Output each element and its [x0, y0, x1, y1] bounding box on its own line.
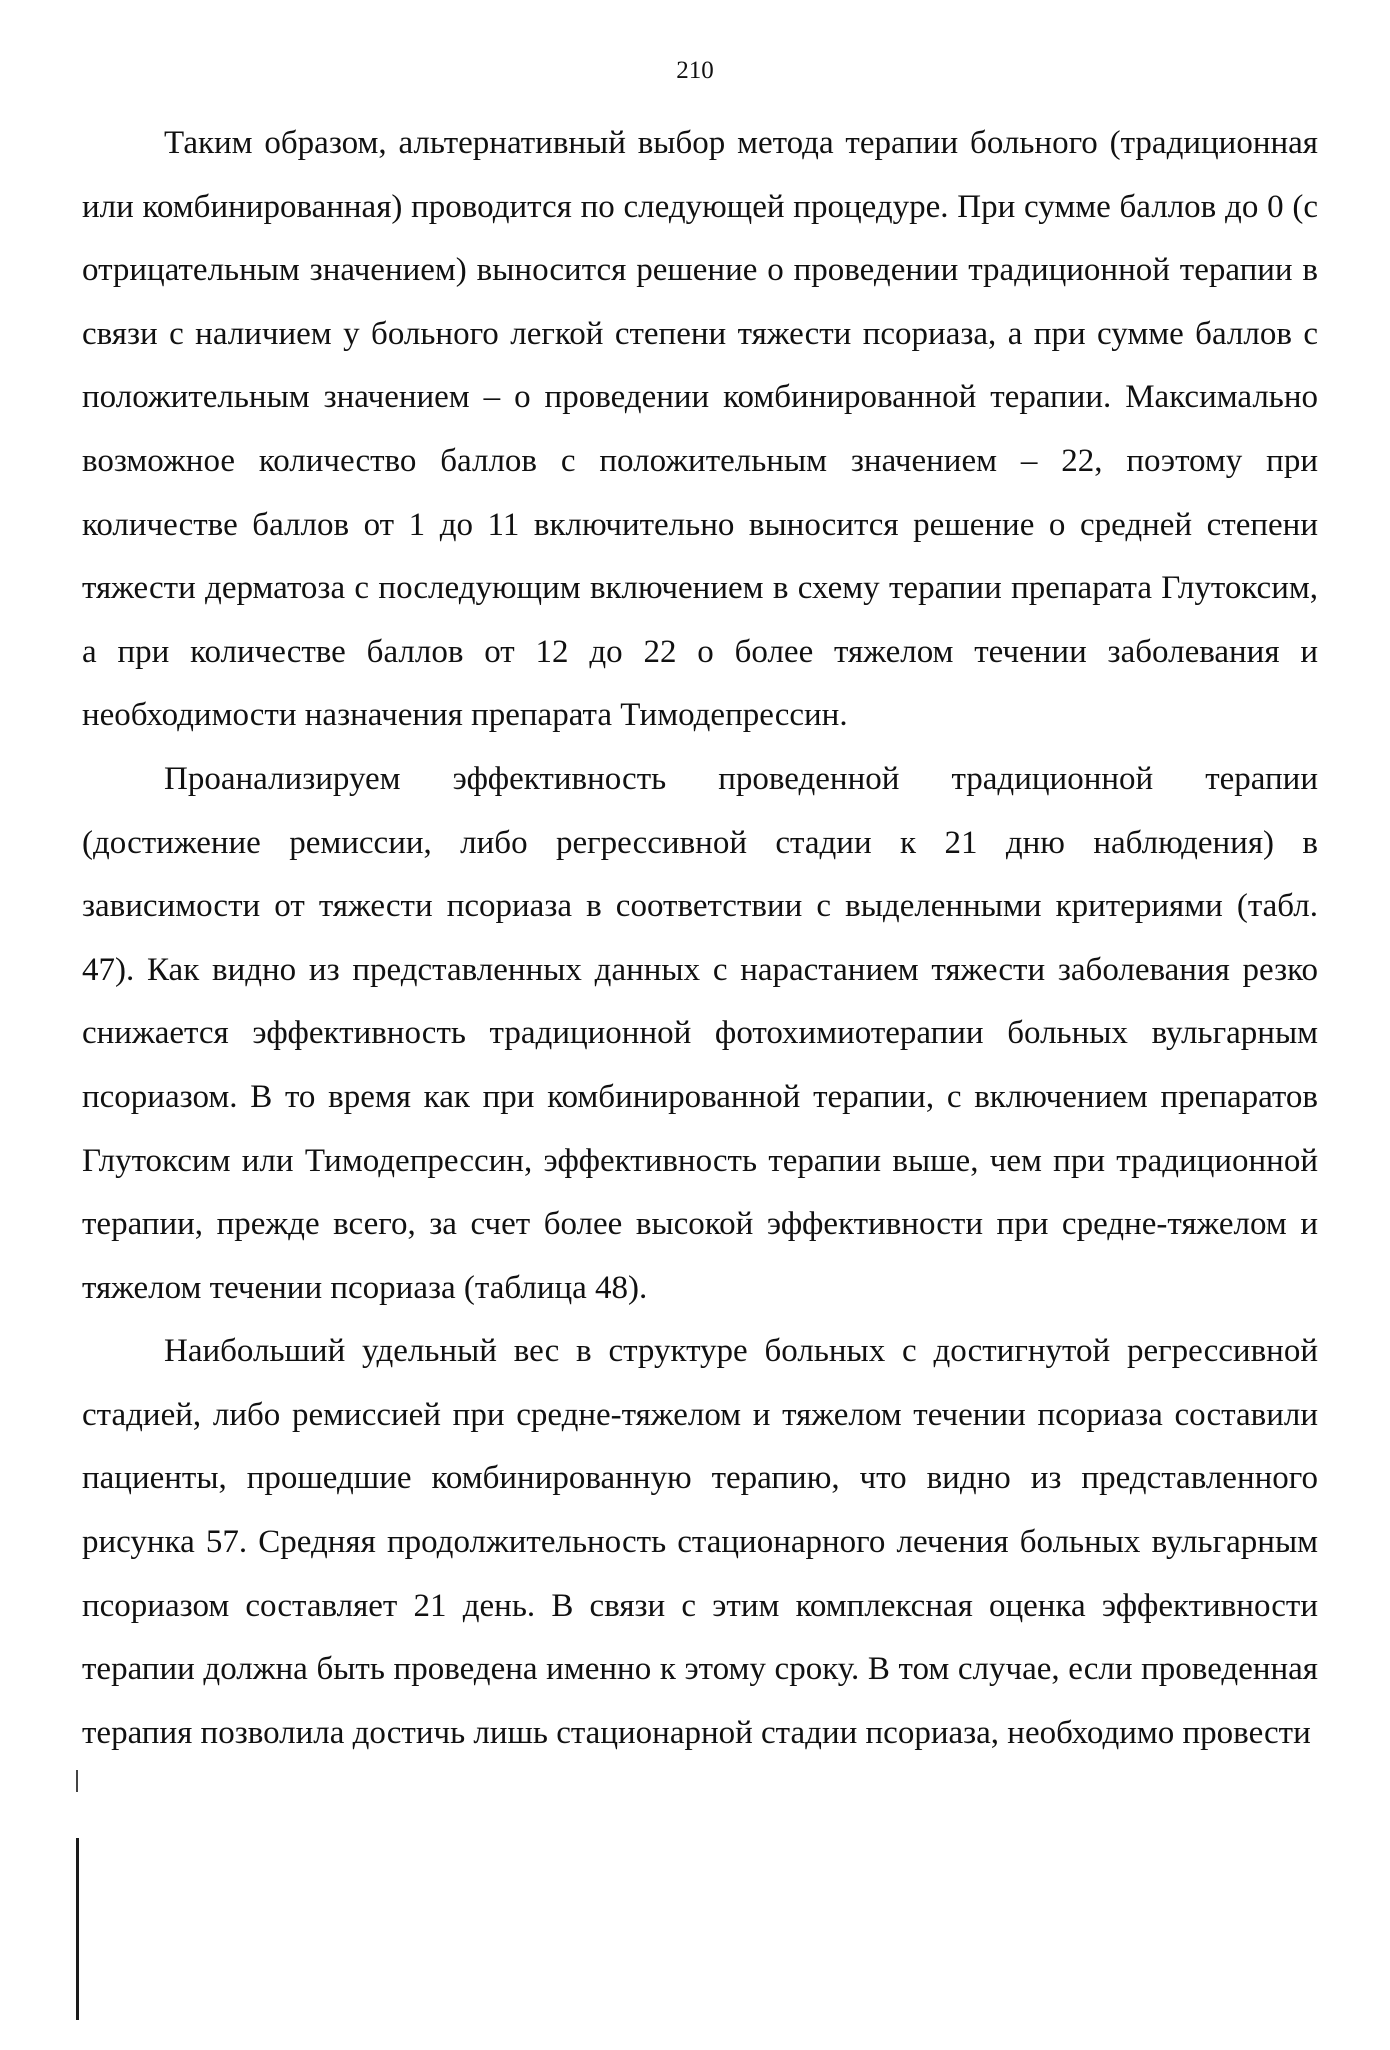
paragraph-therapy-effectiveness: Проанализируем эффективность проведенной традиционной терапии (достижение ремиссии, либо регрессивной стадии к 21 дню наблюдения) в зависимости от тяжести псориаза в соответствии с выделенными критериями (табл. 47). Как видно из представленных данных с нарастанием тяжести заболевания резко снижается эффективность традиционной фотохимиотерапии больных вульгарным псориазом. В то время как при комбинированной терапии, с включением препаратов Глутоксим или Тимодепрессин, эффективность терапии выше, чем при традиционной терапии, прежде всего, за счет более высокой эффективности при средне-тяжелом и тяжелом течении псориаза (таблица 48). [82, 760, 1318, 1306]
paragraph-patient-structure: Наибольший удельный вес в структуре больных с достигнутой регрессивной стадией, либо ремиссией при средне-тяжелом и тяжелом течении псориаза составили пациенты, прошедшие комбинированную терапию, что видно из представленного рисунка 57. Средняя продолжительность стационарного лечения больных вульгарным псориазом составляет 21 день. В связи с этим комплексная оценка эффективности терапии должна быть проведена именно к этому сроку. В том случае, если проведенная терапия позволила достичь лишь стационарной стадии псориаза, необходимо провести [82, 1333, 1318, 1751]
paragraph-therapy-choice: Таким образом, альтернативный выбор метода терапии больного (традиционная или комбинированная) проводится по следующей процедуре. При сумме баллов до 0 (с отрицательным значением) выносится решение о проведении традиционной терапии в связи с наличием у больного легкой степени тяжести псориаза, а при сумме баллов с положительным значением – о проведении комбинированной терапии. Максимально возможное количество баллов с положительным значением – 22, поэтому при количестве баллов от 1 до 11 включительно выносится решение о средней степени тяжести дерматоза с последующим включением в схему терапии препарата Глутоксим, а при количестве баллов от 12 до 22 о более тяжелом течении заболевания и необходимости назначения препарата Тимодепрессин. [82, 125, 1318, 734]
margin-rule [76, 1838, 79, 2020]
page-number: 210 [676, 57, 714, 84]
body-text [82, 112, 1318, 1765]
margin-mark [76, 1770, 78, 1792]
